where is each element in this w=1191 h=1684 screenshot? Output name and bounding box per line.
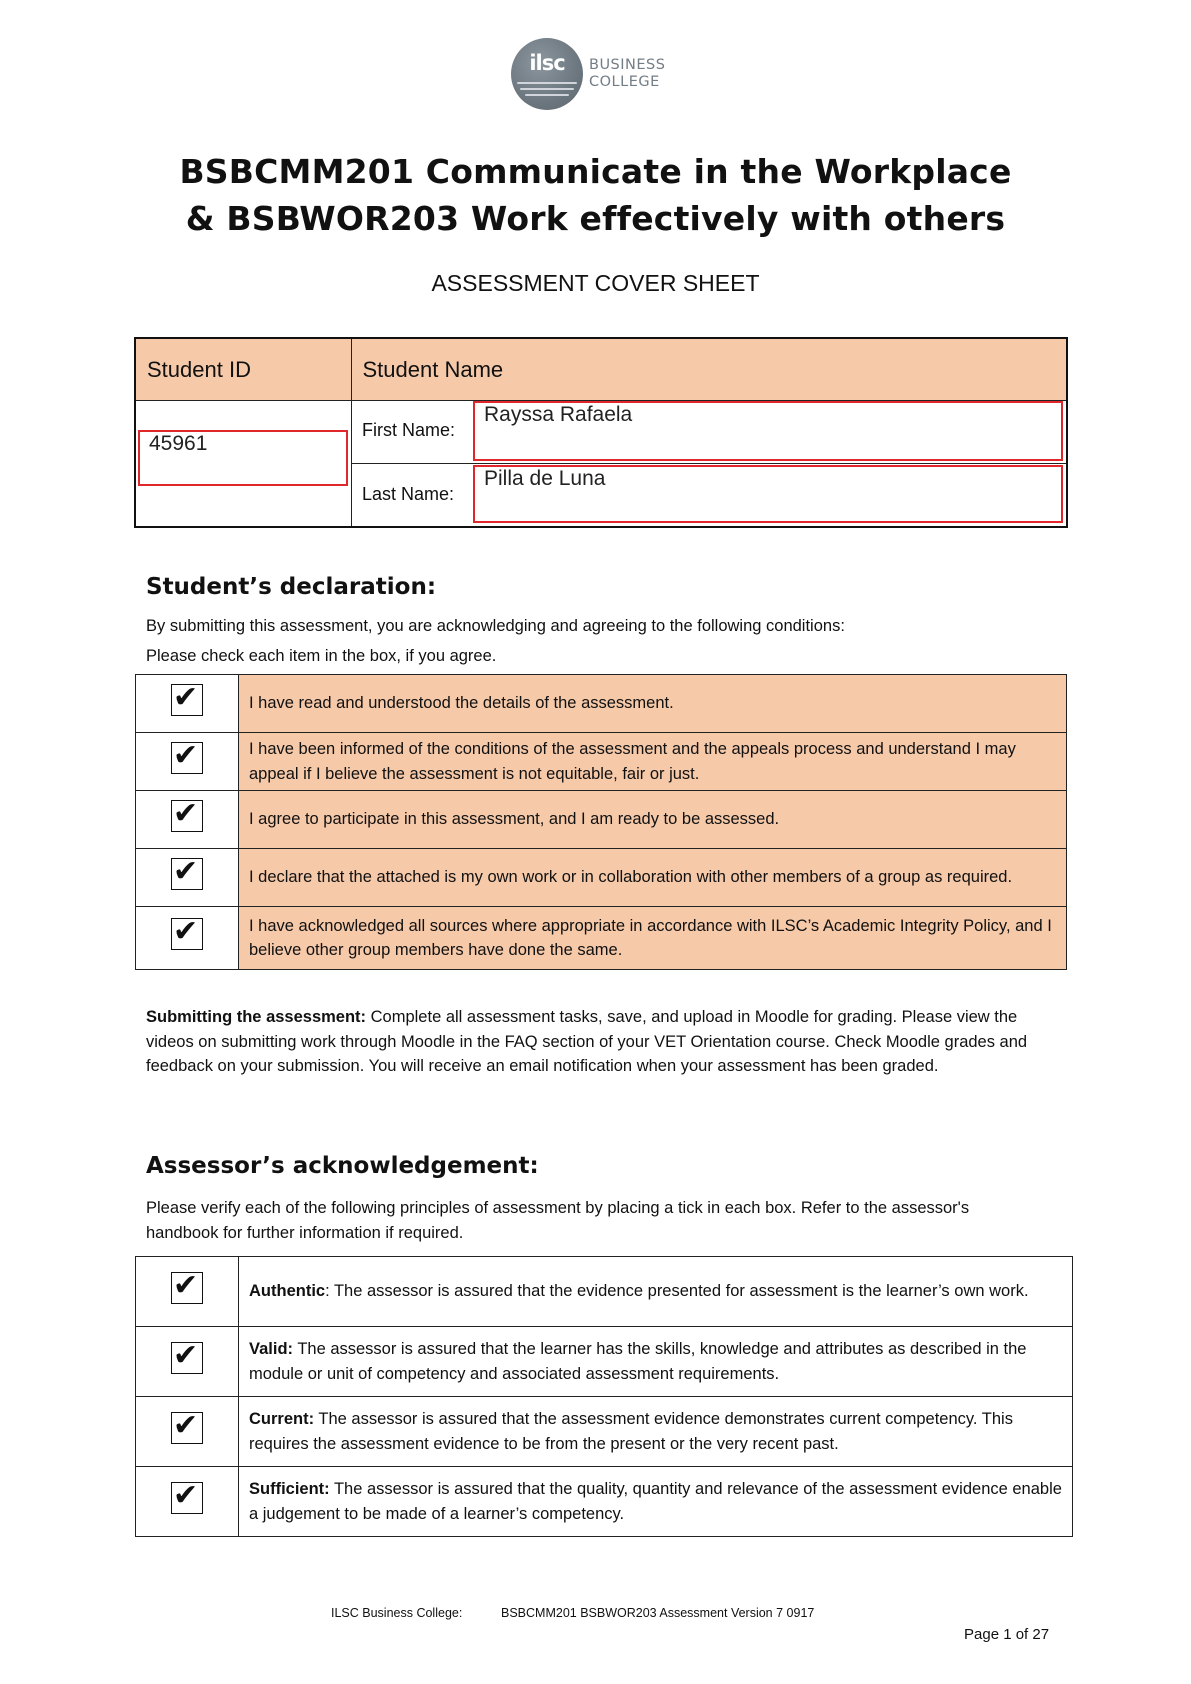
- declaration-row: [136, 907, 1067, 970]
- checkmark-icon: ✔: [171, 742, 203, 774]
- declaration-text: I agree to participate in this assessment, and I am ready to be assessed.: [239, 791, 1067, 849]
- principle-label: Valid:: [249, 1340, 294, 1358]
- checkmark-icon: ✔: [171, 858, 203, 890]
- document-title-line1: BSBCMM201 Communicate in the Workplace: [179, 152, 1012, 191]
- page-number: Page 1 of 27: [964, 1626, 1050, 1643]
- assessor-row: [136, 1257, 1073, 1327]
- principle-text: The assessor is assured that the learner has the skills, knowledge and attributes as described in the module or unit of competency and associated assessment requirements.: [249, 1340, 1027, 1383]
- student-id-value: 45961: [149, 432, 208, 455]
- last-name-label: Last Name:: [362, 484, 455, 504]
- declaration-checkbox[interactable]: [136, 849, 239, 907]
- principle-text: The assessor is assured that the assessment evidence demonstrates current competency. This requires the assessment evidence to be from the present or the very recent past.: [249, 1410, 1013, 1453]
- submitting-text: Complete all assessment tasks, save, and upload in Moodle for grading. Please view the videos on submitting work through Moodle in the FAQ section of your VET Orientation course. Check Moodle grades and feedback on your submission. You will receive an email notification when your assessment has been graded.: [146, 1008, 1028, 1075]
- declaration-text: I have acknowledged all sources where appropriate in accordance with ILSC’s Academic Integrity Policy, and I believe other group members have done the same.: [239, 907, 1067, 970]
- checkmark-icon: ✔: [171, 800, 203, 832]
- assessor-checkbox[interactable]: [136, 1467, 239, 1537]
- principle-text: The assessor is assured that the evidence presented for assessment is the learner’s own work.: [333, 1282, 1029, 1301]
- declaration-text: I have been informed of the conditions of the assessment and the appeals process and understand I may appeal if I believe the assessment is not equitable, fair or just.: [239, 733, 1067, 791]
- checkmark-icon: ✔: [171, 1482, 203, 1514]
- checkmark-icon: ✔: [171, 1342, 203, 1374]
- declaration-row: [136, 849, 1067, 907]
- assessor-row: [136, 1327, 1073, 1397]
- principle-label: Current:: [249, 1410, 315, 1428]
- logo-mark-text: ilsc: [529, 51, 565, 75]
- document-title-line2: & BSBWOR203 Work effectively with others: [185, 199, 1006, 238]
- assessor-checkbox[interactable]: [136, 1327, 239, 1397]
- document-subtitle: ASSESSMENT COVER SHEET: [431, 270, 760, 296]
- submitting-paragraph: [146, 1005, 1066, 1079]
- assessor-row: [136, 1467, 1073, 1537]
- logo-mark: [511, 38, 583, 110]
- declaration-checkbox[interactable]: [136, 791, 239, 849]
- checkmark-icon: ✔: [171, 1272, 203, 1304]
- declaration-checkbox[interactable]: [136, 733, 239, 791]
- declaration-checkbox[interactable]: [136, 675, 239, 733]
- footer-college: ILSC Business College:: [331, 1606, 463, 1620]
- principle-label: Sufficient:: [249, 1480, 330, 1498]
- declaration-text: I have read and understood the details of the assessment.: [239, 675, 1067, 733]
- assessor-checkbox[interactable]: [136, 1397, 239, 1467]
- college-logo: [511, 38, 681, 110]
- last-name-value: Pilla de Luna: [484, 467, 606, 490]
- logo-wordmark: BUSINESS COLLEGE: [589, 57, 666, 90]
- assessor-acknowledgement-table: [135, 1256, 1073, 1537]
- first-name-label: First Name:: [362, 420, 456, 440]
- student-name-header: Student Name: [351, 338, 1067, 401]
- checkmark-icon: ✔: [171, 918, 203, 950]
- footer-version: BSBCMM201 BSBWOR203 Assessment Version 7 0917: [501, 1606, 815, 1620]
- declaration-intro-line1: By submitting this assessment, you are acknowledging and agreeing to the following conditions:: [146, 617, 845, 635]
- assessor-item-text: Authentic: The assessor is assured that the evidence presented for assessment is the learner’s own work.: [239, 1257, 1073, 1327]
- assessor-row: [136, 1397, 1073, 1467]
- assessor-item-text: [239, 1327, 1073, 1397]
- declaration-row: [136, 733, 1067, 791]
- declaration-checkbox[interactable]: [136, 907, 239, 970]
- first-name-value: Rayssa Rafaela: [484, 403, 633, 426]
- student-declaration-table: [135, 674, 1067, 970]
- declaration-row: [136, 675, 1067, 733]
- declaration-intro-line2: Please check each item in the box, if you agree.: [146, 647, 497, 665]
- checkmark-icon: ✔: [171, 684, 203, 716]
- principle-label: Authentic: [249, 1282, 326, 1301]
- assessor-intro: Please verify each of the following principles of assessment by placing a tick in each box. Refer to the assessor's handbook for further information if required.: [146, 1199, 970, 1242]
- assessor-checkbox[interactable]: [136, 1257, 239, 1327]
- declaration-row: [136, 791, 1067, 849]
- submitting-label: Submitting the assessment:: [146, 1008, 367, 1026]
- assessor-acknowledgement-heading: Assessor’s acknowledgement:: [146, 1153, 539, 1179]
- declaration-text: I declare that the attached is my own work or in collaboration with other members of a group as required.: [239, 849, 1067, 907]
- assessor-item-text: [239, 1397, 1073, 1467]
- checkmark-icon: ✔: [171, 1412, 203, 1444]
- student-declaration-heading: Student’s declaration:: [146, 574, 437, 600]
- principle-text: The assessor is assured that the quality, quantity and relevance of the assessment evidence enable a judgement to be made of a learner’s competency.: [249, 1480, 1062, 1523]
- assessor-item-text: [239, 1467, 1073, 1537]
- student-id-header: Student ID: [135, 338, 351, 401]
